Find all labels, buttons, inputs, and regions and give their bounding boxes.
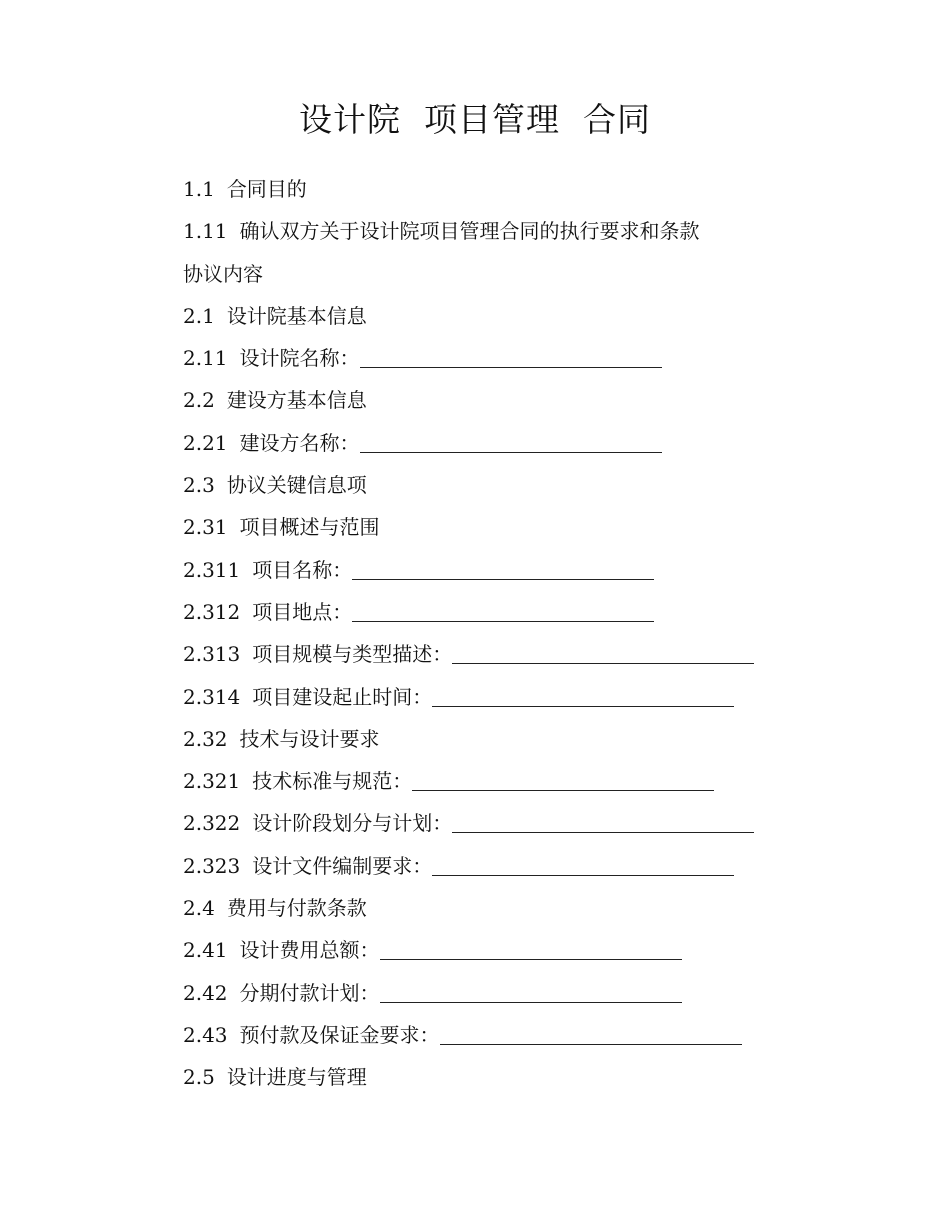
clause-number: 1.1	[183, 177, 215, 201]
field-label: 设计阶段划分与计划：	[252, 811, 453, 836]
field-label: 建设方名称：	[239, 430, 360, 455]
form-field-line	[183, 337, 823, 379]
form-field-line	[183, 591, 823, 633]
fill-in-blank[interactable]	[452, 831, 754, 833]
outline-line	[183, 168, 823, 210]
form-field-line	[183, 1014, 823, 1056]
clause-number: 2.311	[183, 557, 241, 582]
clause-number: 2.313	[183, 642, 241, 667]
form-field-line	[183, 802, 823, 844]
fill-in-blank[interactable]	[380, 1001, 682, 1003]
contract-outline	[183, 168, 823, 1099]
clause-number: 2.32	[183, 726, 228, 751]
clause-number: 1.11	[183, 219, 228, 244]
clause-number: 2.5	[183, 1065, 215, 1090]
fill-in-blank[interactable]	[352, 578, 654, 580]
clause-text: 项目概述与范围	[239, 515, 380, 540]
clause-number: 2.31	[183, 515, 228, 540]
form-field-line	[183, 845, 823, 887]
clause-text: 协议内容	[183, 261, 263, 286]
fill-in-blank[interactable]	[352, 620, 654, 622]
clause-text: 确认双方关于设计院项目管理合同的执行要求和条款	[239, 219, 700, 244]
document-title: 设计院 项目管理 合同	[299, 100, 651, 139]
clause-number: 2.41	[183, 938, 228, 963]
outline-line	[183, 1056, 823, 1098]
clause-text: 技术与设计要求	[239, 726, 380, 751]
fill-in-blank[interactable]	[380, 958, 682, 960]
form-field-line	[183, 972, 823, 1014]
outline-line	[183, 506, 823, 548]
clause-number: 2.21	[183, 430, 228, 455]
form-field-line	[183, 676, 823, 718]
clause-text: 费用与付款条款	[226, 896, 367, 921]
clause-number: 2.4	[183, 896, 215, 921]
outline-line	[183, 718, 823, 760]
clause-text: 合同目的	[226, 177, 307, 201]
field-label: 分期付款计划：	[239, 980, 380, 1005]
field-label: 项目规模与类型描述：	[252, 642, 453, 667]
clause-number: 2.312	[183, 599, 241, 624]
form-field-line	[183, 760, 823, 802]
fill-in-blank[interactable]	[412, 789, 714, 791]
outline-line	[183, 464, 823, 506]
clause-number: 2.3	[183, 473, 215, 498]
clause-text: 协议关键信息项	[226, 473, 367, 498]
outline-line	[183, 887, 823, 929]
outline-line	[183, 210, 823, 252]
clause-number: 2.11	[183, 346, 228, 371]
clause-text: 建设方基本信息	[226, 388, 367, 413]
field-label: 项目名称：	[252, 557, 353, 582]
field-label: 设计费用总额：	[239, 938, 380, 963]
clause-number: 2.321	[183, 769, 241, 794]
clause-number: 2.322	[183, 811, 241, 836]
outline-line	[183, 253, 823, 295]
field-label: 预付款及保证金要求：	[239, 1022, 440, 1047]
outline-line	[183, 295, 823, 337]
fill-in-blank[interactable]	[440, 1043, 742, 1045]
form-field-line	[183, 633, 823, 675]
form-field-line	[183, 422, 823, 464]
field-label: 设计文件编制要求：	[252, 853, 433, 878]
fill-in-blank[interactable]	[452, 662, 754, 664]
fill-in-blank[interactable]	[432, 705, 734, 707]
clause-number: 2.1	[183, 303, 215, 328]
clause-number: 2.43	[183, 1022, 228, 1047]
field-label: 设计院名称：	[239, 346, 360, 371]
clause-number: 2.323	[183, 853, 241, 878]
field-label: 项目地点：	[252, 599, 353, 624]
clause-text: 设计院基本信息	[226, 303, 367, 328]
clause-text: 设计进度与管理	[226, 1065, 367, 1090]
field-label: 项目建设起止时间：	[252, 684, 433, 709]
field-label: 技术标准与规范：	[252, 769, 413, 794]
clause-number: 2.42	[183, 980, 228, 1005]
clause-number: 2.314	[183, 684, 241, 709]
fill-in-blank[interactable]	[432, 874, 734, 876]
outline-line	[183, 379, 823, 421]
fill-in-blank[interactable]	[360, 366, 662, 368]
clause-number: 2.2	[183, 388, 215, 413]
fill-in-blank[interactable]	[360, 451, 662, 453]
form-field-line	[183, 929, 823, 971]
form-field-line	[183, 549, 823, 591]
